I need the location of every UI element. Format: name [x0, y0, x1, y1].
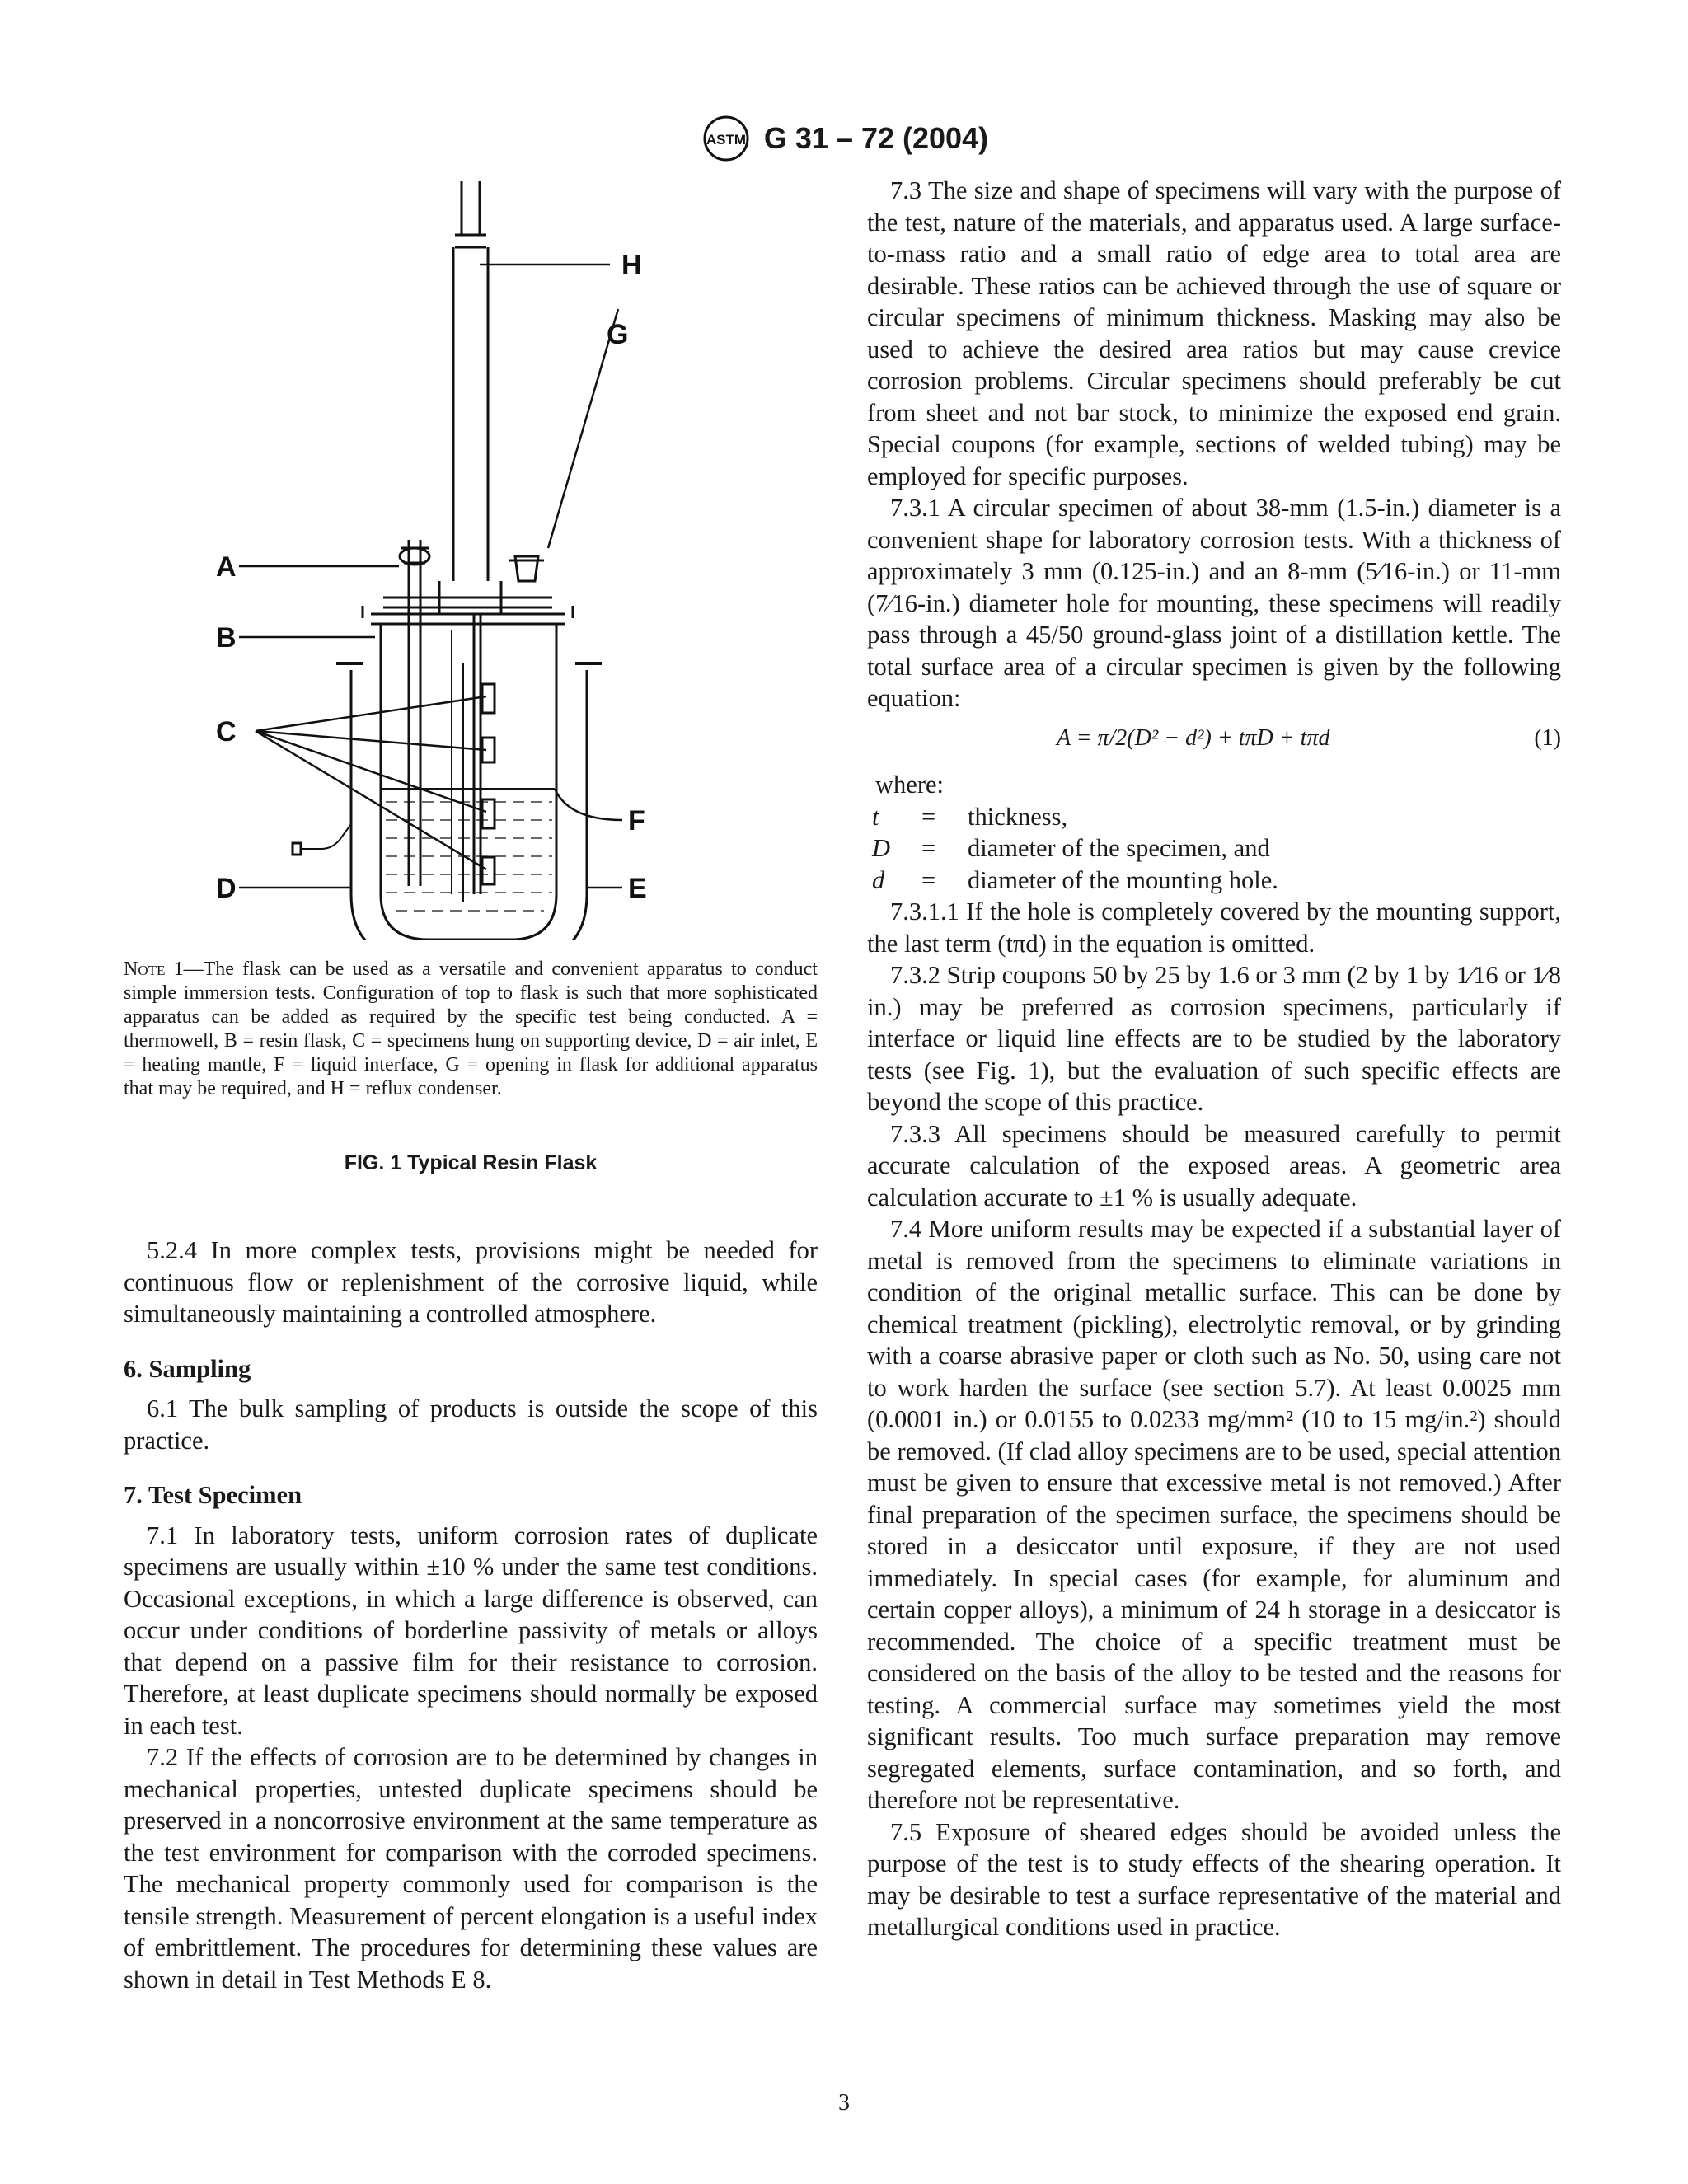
- label-e: E: [628, 873, 647, 904]
- left-column: [124, 1235, 818, 1995]
- page-header: [0, 114, 1688, 163]
- specimen-1: [482, 684, 495, 713]
- specimen-4: [482, 857, 495, 884]
- where-row-d: d = diameter of the mounting hole.: [872, 865, 1278, 894]
- condenser-tube: [453, 247, 488, 581]
- label-h: H: [621, 250, 642, 281]
- section-heading-sampling: 6. Sampling: [124, 1354, 251, 1383]
- label-d: D: [216, 873, 237, 904]
- figure-resin-flask: [124, 169, 818, 940]
- equation-number: (1): [1534, 724, 1561, 751]
- para-7-3-3: 7.3.3 All specimens should be measured carefully to permit accurate calculation of the exposed areas. A geometric area calculation accurate to ±1 % is usually adequate.: [867, 1119, 1561, 1212]
- para-5-2-4: 5.2.4 In more complex tests, provisions might be needed for continuous flow or replenishment of the corrosive liquid, while simultaneously maintaining a controlled atmosphere.: [124, 1236, 818, 1328]
- leader-lines: [239, 265, 622, 888]
- specimen-support: [474, 614, 481, 894]
- air-inlet-cord: [301, 824, 351, 849]
- specimen-3: [482, 799, 495, 828]
- para-7-3-1-1: 7.3.1.1 If the hole is completely covered by the mounting support, the last term (tπd) in the equation is omitted.: [867, 898, 1561, 958]
- astm-logo-icon: [700, 114, 753, 163]
- equation-text: A = π/2(D² − d²) + tπD + tπd: [1057, 724, 1330, 751]
- para-7-5: 7.5 Exposure of sheared edges should be avoided unless the purpose of the test is to study effects of the shearing operation. It may be desirable to test a surface representative of the material and metallurgical conditions used in practice.: [867, 1817, 1561, 1941]
- para-7-3-2: 7.3.2 Strip coupons 50 by 25 by 1.6 or 3 mm (2 by 1 by 1⁄16 or 1⁄8 in.) may be preferred as corrosion specimens, particularly if interface or liquid line effects are to be studied by the laboratory tests (see Fig. 1), but the evaluation of such specific effects are beyond the scope of this practice.: [867, 961, 1561, 1116]
- figure-caption: FIG. 1 Typical Resin Flask: [344, 1151, 598, 1174]
- label-c: C: [216, 716, 237, 748]
- where-row-D: D = diameter of the specimen, and: [872, 834, 1270, 862]
- para-6-1: 6.1 The bulk sampling of products is outside the scope of this practice.: [124, 1394, 818, 1455]
- label-a: A: [216, 551, 237, 583]
- condenser-top: [462, 181, 480, 235]
- where-label: where:: [875, 771, 944, 799]
- para-7-3: 7.3 The size and shape of specimens will vary with the purpose of the test, nature of the materials, and apparatus used. A large surface-to-mass ratio and a small ratio of edge area to total area are desirable. These ratios can be achieved through the use of square or circular specimens of minimum thickness. Masking may also be used to achieve the desired area ratios but may cause crevice corrosion problems. Circular specimens should preferably be cut from sheet and not bar stock, to minimize the exposed end grain. Special coupons (for example, sections of welded tubing) may be employed for specific purposes.: [867, 176, 1561, 490]
- para-7-2: 7.2 If the effects of corrosion are to be determined by changes in mechanical properties, untested duplicate specimens should be preserved in a noncorrosive environment at the same temperature as the test environment for comparison with the corroded specimens. The mechanical property commonly used for comparison is the tensile strength. Measurement of percent elongation is a useful index of embrittlement. The procedures for determining these values are shown in detail in Test Methods E 8.: [124, 1743, 818, 1994]
- right-column: [867, 175, 1561, 1943]
- thermowell: [409, 540, 420, 886]
- label-f: F: [628, 805, 645, 837]
- para-7-4: 7.4 More uniform results may be expected if a substantial layer of metal is removed from the specimens to eliminate variations in condition of the original metallic surface. This can be done by chemical treatment (pickling), electrolytic removal, or by grinding with a coarse abrasive paper or cloth such as No. 50, using care not to work harden the surface (see section 5.7). At least 0.0025 mm (0.0001 in.) or 0.0155 to 0.0233 mg/mm² (10 to 15 mg/in.²) should be removed. (If clad alloy specimens are to be used, special attention must be given to ensure that excessive metal is not removed.) After final preparation of the specimen surface, the specimens should be stored in a desiccator until exposure, if they are not used immediately. In special cases (for example, for aluminum and certain copper alloys), a minimum of 24 h storage in a desiccator is recommended. The choice of a specific treatment must be considered on the basis of the alloy to be tested and the reasons for testing. A commercial surface may sometimes yield the most significant results. Too much surface preparation may remove segregated elements, surface contamination, and so forth, and therefore not be representative.: [867, 1215, 1561, 1814]
- page-number: 3: [838, 2090, 850, 2116]
- where-row-t: t = thickness,: [872, 802, 1068, 831]
- resin-flask-diagram: [124, 169, 818, 940]
- equation-1: [867, 723, 1561, 755]
- document-designation: G 31 – 72 (2004): [763, 121, 989, 155]
- para-7-3-1: 7.3.1 A circular specimen of about 38-mm (1.5-in.) diameter is a convenient shape for laboratory corrosion tests. With a thickness of approximately 3 mm (0.125-in.) and an 8-mm (5⁄16-in.) or 11-mm (7⁄16-in.) diameter hole for mounting, these specimens will readily pass through a 45/50 ground-glass joint of a distillation kettle. The total surface area of a circular specimen is given by the following equation:: [867, 494, 1561, 712]
- section-heading-test-specimen: 7. Test Specimen: [124, 1481, 302, 1509]
- figure-note: Note 1—The flask can be used as a versatile and convenient apparatus to conduct simple immersion tests. Configuration of top to flask is such that more sophisticated apparatus can be added as required by the specific test being conducted. A = thermowell, B = resin flask, C = specimens hung on supporting device, D = air inlet, E = heating mantle, F = liquid interface, G = opening in flask for additional apparatus that may be required, and H = reflux condenser.: [124, 958, 818, 1099]
- svg-text:ASTM: ASTM: [706, 132, 746, 148]
- label-b: B: [216, 622, 237, 654]
- para-7-1: 7.1 In laboratory tests, uniform corrosion rates of duplicate specimens are usually within ±10 % under the same test conditions. Occasional exceptions, in which a large difference is observed, can occur under conditions of borderline passivity of metals or alloys that depend on a passive film for their resistance to corrosion. Therefore, at least duplicate specimens should normally be exposed in each test.: [124, 1521, 818, 1740]
- label-g: G: [607, 319, 629, 350]
